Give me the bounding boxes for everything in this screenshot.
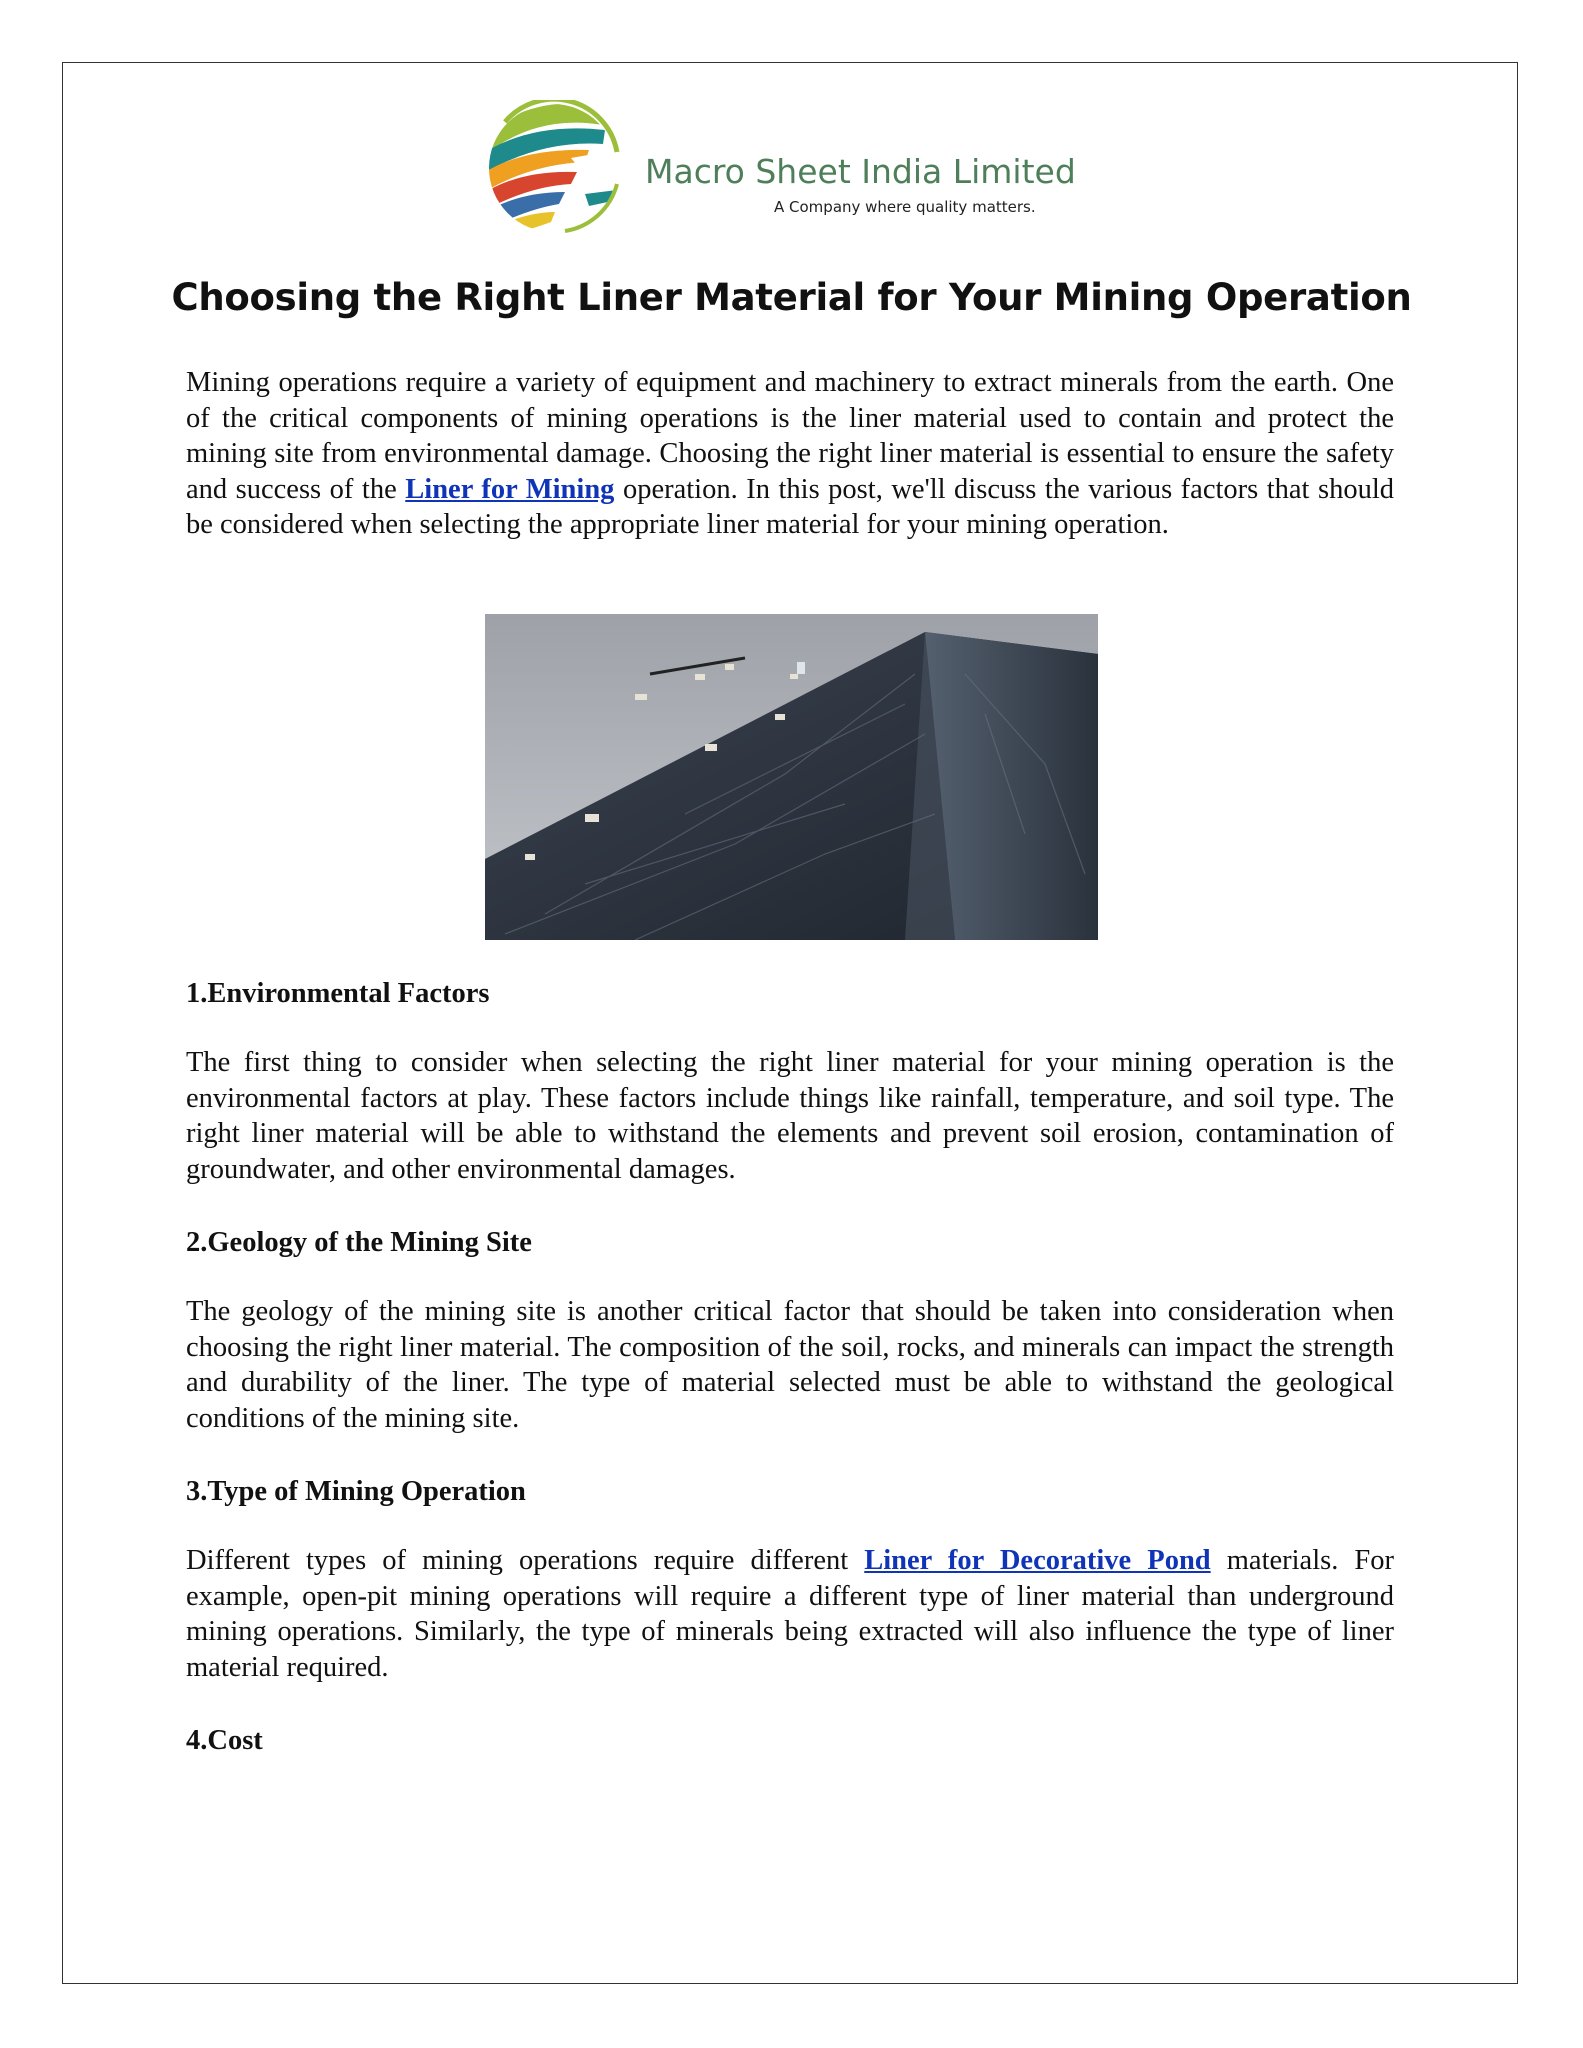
section-body-1: The first thing to consider when selecting the right liner material for your mining operation is the environmental factors at play. These factors include things like rainfall, temperature, and soil type. The right liner material will be able to withstand the elements and prevent soil erosion, contamination of groundwater, and other environmental damages. xyxy=(186,1047,1394,1185)
section-body-2: The geology of the mining site is another critical factor that should be taken into consideration when choosing the right liner material. The composition of the soil, rocks, and minerals can impact the strength and durability of the liner. The type of material selected must be able to withstand the geological conditions of the mining site. xyxy=(186,1296,1394,1434)
section-3-text-start: Different types of mining operations require different xyxy=(186,1545,865,1576)
intro-paragraph xyxy=(186,365,1394,543)
liner-for-mining-link[interactable]: Liner for Mining xyxy=(405,473,615,505)
section-heading-2: 2.Geology of the Mining Site xyxy=(186,1227,532,1258)
liner-for-decorative-pond-link[interactable]: Liner for Decorative Pond xyxy=(864,1545,1211,1576)
brand-tagline: A Company where quality matters. xyxy=(774,198,1036,216)
liner-photo xyxy=(485,614,1098,940)
section-heading-4: 4.Cost xyxy=(186,1725,263,1756)
brand-logo xyxy=(485,100,1105,240)
section-heading-1: 1.Environmental Factors xyxy=(186,978,490,1009)
section-body-3 xyxy=(186,1543,1394,1685)
page-frame xyxy=(62,62,1518,1984)
brand-name: Macro Sheet India Limited xyxy=(645,152,1076,191)
intro-text-end: operation. In this post, we'll discuss the various factors that should be considered when selecting the appropriate liner material for your mining operation. xyxy=(186,473,1395,540)
page-title: Choosing the Right Liner Material for Your Mining Operation xyxy=(171,276,1412,319)
globe-stripes-logo-icon xyxy=(485,100,635,240)
section-3-text-end: materials. For example, open-pit mining operations will require a different type of liner material than underground mining operations. Similarly, the type of minerals being extracted will also influence the type of liner material required. xyxy=(186,1545,1395,1683)
section-heading-3: 3.Type of Mining Operation xyxy=(186,1476,526,1507)
intro-text-start: Mining operations require a variety of equipment and machinery to extract minerals from the earth. One of the critical components of mining operations is the liner material used to contain and protect the mining site from environmental damage. Choosing the right liner material is essential to ensure the safety and success of the xyxy=(186,367,1394,505)
